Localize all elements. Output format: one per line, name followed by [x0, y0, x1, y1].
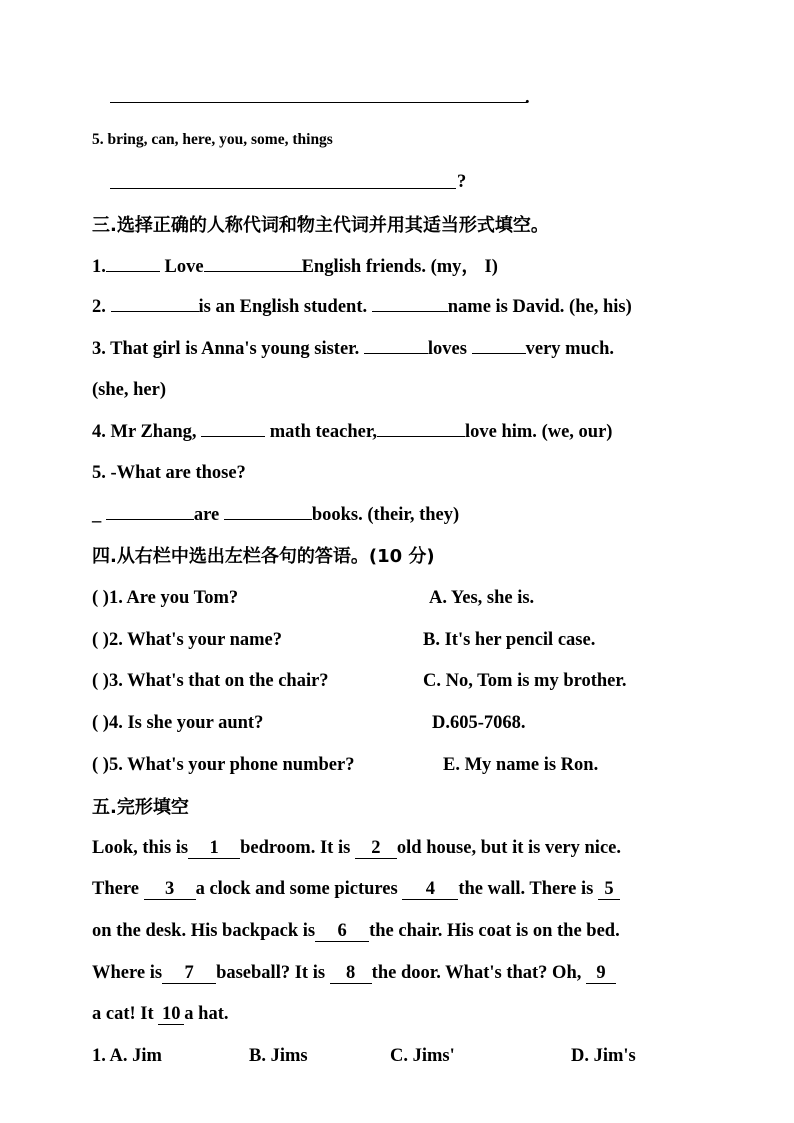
blank-10[interactable]: 10 [158, 1004, 184, 1025]
blank[interactable] [106, 271, 160, 272]
blank[interactable] [111, 311, 199, 312]
item-hint: (their, they) [367, 505, 460, 525]
matching-answer: E. My name is Ron. [443, 755, 599, 775]
option-a: 1. A. Jim [92, 1046, 162, 1066]
blank[interactable] [106, 519, 194, 520]
item-text: loves [427, 339, 467, 359]
item-lead: _ [92, 505, 102, 525]
matching-question: ( )4. Is she your aunt? [92, 713, 264, 733]
passage-text: baseball? It is [216, 963, 330, 983]
passage-line-5 [92, 1002, 228, 1026]
blank-8[interactable]: 8 [330, 963, 372, 984]
option-d: D. Jim's [571, 1046, 636, 1066]
matching-answer: A. Yes, she is. [429, 588, 535, 608]
blank-9[interactable]: 9 [586, 963, 616, 984]
blank-6[interactable]: 6 [315, 921, 369, 942]
section-5-title: 五.完形填空 [92, 797, 189, 818]
matching-row-4 [92, 711, 526, 735]
section-3-item-3-hint: (she, her) [92, 380, 166, 400]
answer-line-4-end: . [525, 88, 530, 108]
matching-question: ( )5. What's your phone number? [92, 755, 355, 775]
passage-line-2 [92, 877, 620, 901]
item-text: 4. Mr Zhang, [92, 422, 197, 442]
blank[interactable] [201, 436, 265, 437]
matching-row-1 [92, 586, 535, 610]
question-5-words: 5. bring, can, here, you, some, things [92, 131, 333, 148]
matching-answer: D.605-7068. [432, 713, 526, 733]
blank-2[interactable]: 2 [355, 838, 397, 859]
item-text: very much. [525, 339, 614, 359]
matching-answer: B. It's her pencil case. [423, 630, 596, 650]
matching-row-3 [92, 669, 627, 693]
answer-line-5[interactable] [110, 188, 456, 189]
item-hint: (he, his) [569, 297, 632, 317]
passage-line-3 [92, 919, 620, 943]
matching-answer: C. No, Tom is my brother. [423, 671, 627, 691]
blank[interactable] [204, 271, 302, 272]
blank-5[interactable]: 5 [598, 879, 620, 900]
matching-question: ( )3. What's that on the chair? [92, 671, 329, 691]
blank-3[interactable]: 3 [144, 879, 196, 900]
options-row-1 [92, 1044, 636, 1068]
item-number: 1. [92, 257, 106, 277]
passage-line-1 [92, 836, 621, 860]
section-4-title: 四.从右栏中选出左栏各句的答语。(10 分) [92, 546, 435, 567]
blank-4[interactable]: 4 [402, 879, 458, 900]
matching-question: ( )1. Are you Tom? [92, 588, 239, 608]
blank[interactable] [377, 436, 465, 437]
section-3-item-4 [92, 420, 612, 444]
passage-text: a cat! It [92, 1004, 159, 1024]
item-text: love him. [464, 422, 537, 442]
passage-line-4 [92, 961, 616, 985]
blank-7[interactable]: 7 [162, 963, 216, 984]
passage-text: a hat. [184, 1004, 229, 1024]
blank[interactable] [364, 353, 428, 354]
blank[interactable] [224, 519, 312, 520]
passage-text: Where is [92, 963, 163, 983]
item-text: name is David. [447, 297, 565, 317]
answer-line-5-end: ? [457, 172, 467, 192]
option-c: C. Jims' [390, 1046, 455, 1066]
matching-question: ( )2. What's your name? [92, 630, 282, 650]
matching-row-2 [92, 628, 596, 652]
blank[interactable] [372, 311, 448, 312]
blank-1[interactable]: 1 [188, 838, 240, 859]
item-number: 2. [92, 297, 106, 317]
item-text: English friends. [301, 257, 426, 277]
section-3-item-2 [92, 295, 632, 319]
blank[interactable] [472, 353, 526, 354]
section-3-item-3 [92, 337, 614, 361]
passage-text: the wall. There is [458, 879, 598, 899]
passage-text: on the desk. His backpack is [92, 921, 316, 941]
item-text: Love [164, 257, 204, 277]
item-text: 3. That girl is Anna's young sister. [92, 339, 360, 359]
section-3-item-1 [92, 255, 498, 279]
passage-text: the chair. His coat is on the bed. [369, 921, 620, 941]
option-b: B. Jims [249, 1046, 308, 1066]
item-text: is an English student. [198, 297, 368, 317]
passage-text: Look, this is [92, 838, 189, 858]
matching-row-5 [92, 753, 599, 777]
passage-text: a clock and some pictures [195, 879, 403, 899]
section-3-item-5: 5. -What are those? [92, 463, 246, 483]
passage-text: the door. What's that? Oh, [371, 963, 586, 983]
answer-line-4[interactable] [110, 102, 527, 103]
passage-text: bedroom. It is [240, 838, 355, 858]
item-text: are [193, 505, 220, 525]
passage-text: There [92, 879, 144, 899]
section-3-item-5-answer [92, 503, 459, 527]
item-text: math teacher, [269, 422, 377, 442]
passage-text: old house, but it is very nice. [396, 838, 621, 858]
item-text: books. [311, 505, 363, 525]
item-hint: (we, our) [541, 422, 613, 442]
section-3-title: 三.选择正确的人称代词和物主代词并用其适当形式填空。 [92, 215, 549, 236]
item-hint: (my， I) [430, 257, 498, 277]
